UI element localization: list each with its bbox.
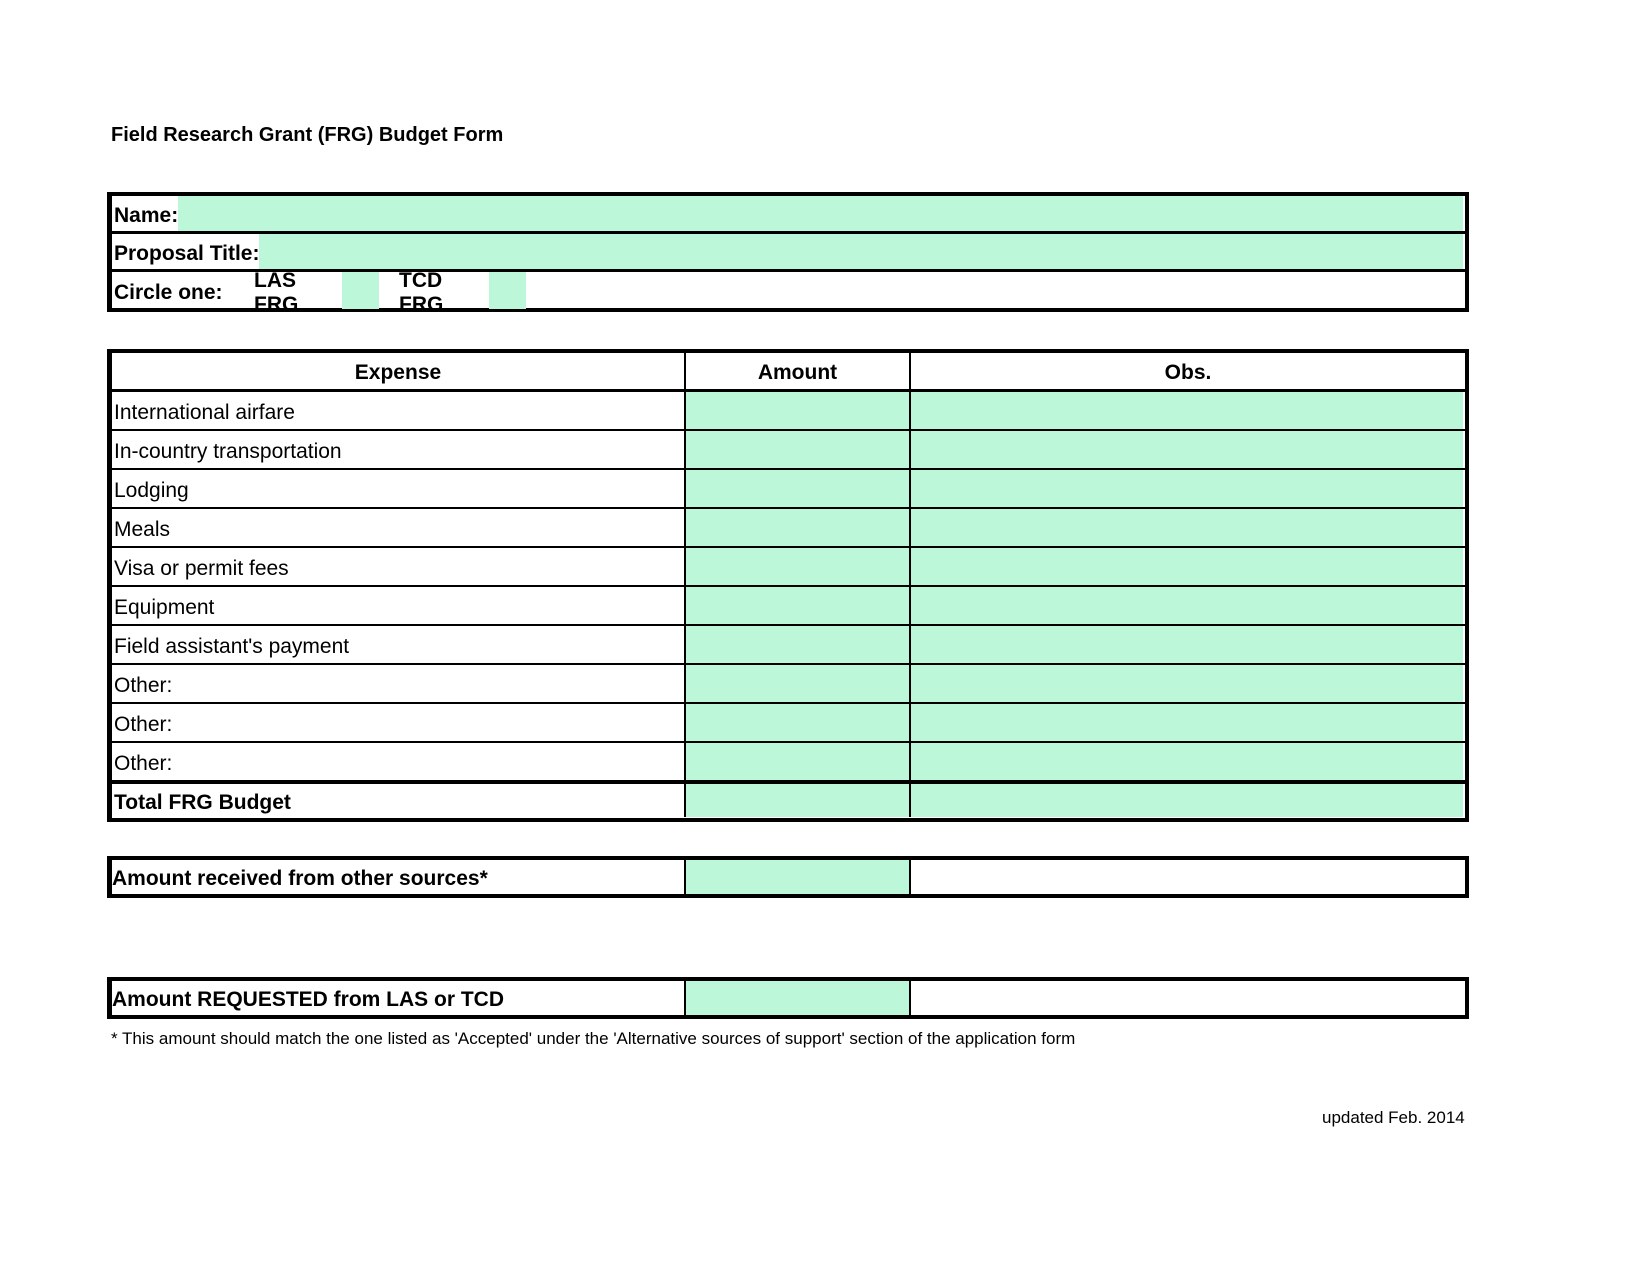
obs-input[interactable] (911, 743, 1463, 780)
table-row (112, 626, 1465, 665)
other-sources-amount-input[interactable] (686, 860, 911, 894)
obs-input[interactable] (911, 704, 1463, 741)
requested-obs-cell (911, 981, 1465, 1015)
total-obs-input[interactable] (911, 784, 1463, 817)
amount-input[interactable] (686, 509, 911, 546)
total-row (112, 780, 1465, 817)
table-header (112, 353, 1465, 392)
expense-cell: Equipment (112, 587, 686, 624)
amount-input[interactable] (686, 704, 911, 741)
las-frg-checkbox[interactable] (342, 272, 379, 309)
proposal-title-input[interactable] (259, 234, 1463, 269)
other-sources-row (107, 856, 1469, 898)
expense-cell: Other: (112, 743, 686, 780)
requested-amount-input[interactable] (686, 981, 911, 1015)
table-row (112, 665, 1465, 704)
name-row (112, 196, 1465, 234)
name-label: Name: (114, 203, 179, 227)
expense-cell: Other: (112, 665, 686, 702)
obs-input[interactable] (911, 431, 1463, 468)
table-row (112, 743, 1465, 782)
circle-one-label: Circle one: (114, 280, 223, 304)
table-row (112, 392, 1465, 431)
tcd-frg-checkbox[interactable] (489, 272, 526, 309)
other-sources-label: Amount received from other sources* (112, 860, 686, 894)
table-row (112, 704, 1465, 743)
amount-header: Amount (686, 353, 911, 389)
amount-input[interactable] (686, 431, 911, 468)
amount-input[interactable] (686, 743, 911, 780)
expense-table (107, 349, 1469, 822)
name-input[interactable] (178, 196, 1463, 231)
total-amount-input[interactable] (686, 784, 911, 817)
obs-input[interactable] (911, 587, 1463, 624)
obs-input[interactable] (911, 626, 1463, 663)
expense-cell: Visa or permit fees (112, 548, 686, 585)
table-row (112, 509, 1465, 548)
obs-input[interactable] (911, 665, 1463, 702)
amount-input[interactable] (686, 548, 911, 585)
expense-cell: Other: (112, 704, 686, 741)
footnote: * This amount should match the one listed as 'Accepted' under the 'Alternative sources of support' section of the application form (111, 1029, 1076, 1048)
expense-header: Expense (112, 353, 686, 389)
grant-type-row (112, 268, 1465, 316)
expense-cell: Field assistant's payment (112, 626, 686, 663)
obs-input[interactable] (911, 392, 1463, 429)
proposal-title-row (112, 234, 1465, 272)
expense-cell: Meals (112, 509, 686, 546)
page-title: Field Research Grant (FRG) Budget Form (111, 124, 504, 146)
applicant-info-box (107, 192, 1469, 316)
amount-input[interactable] (686, 470, 911, 507)
other-sources-obs-cell (911, 860, 1465, 894)
obs-input[interactable] (911, 470, 1463, 507)
tcd-frg-label: TCD FRG (399, 268, 444, 316)
las-frg-label: LAS FRG (254, 268, 299, 316)
table-row (112, 470, 1465, 509)
requested-label: Amount REQUESTED from LAS or TCD (112, 981, 686, 1015)
amount-input[interactable] (686, 665, 911, 702)
proposal-title-label: Proposal Title: (114, 241, 260, 265)
requested-row (107, 977, 1469, 1019)
table-row (112, 431, 1465, 470)
expense-cell: International airfare (112, 392, 686, 429)
total-label: Total FRG Budget (112, 784, 686, 817)
table-row (112, 548, 1465, 587)
updated-date: updated Feb. 2014 (1322, 1108, 1465, 1127)
expense-cell: In-country transportation (112, 431, 686, 468)
amount-input[interactable] (686, 392, 911, 429)
table-row (112, 587, 1465, 626)
amount-input[interactable] (686, 587, 911, 624)
obs-input[interactable] (911, 548, 1463, 585)
obs-header: Obs. (1164, 361, 1212, 384)
obs-input[interactable] (911, 509, 1463, 546)
expense-cell: Lodging (112, 470, 686, 507)
amount-input[interactable] (686, 626, 911, 663)
